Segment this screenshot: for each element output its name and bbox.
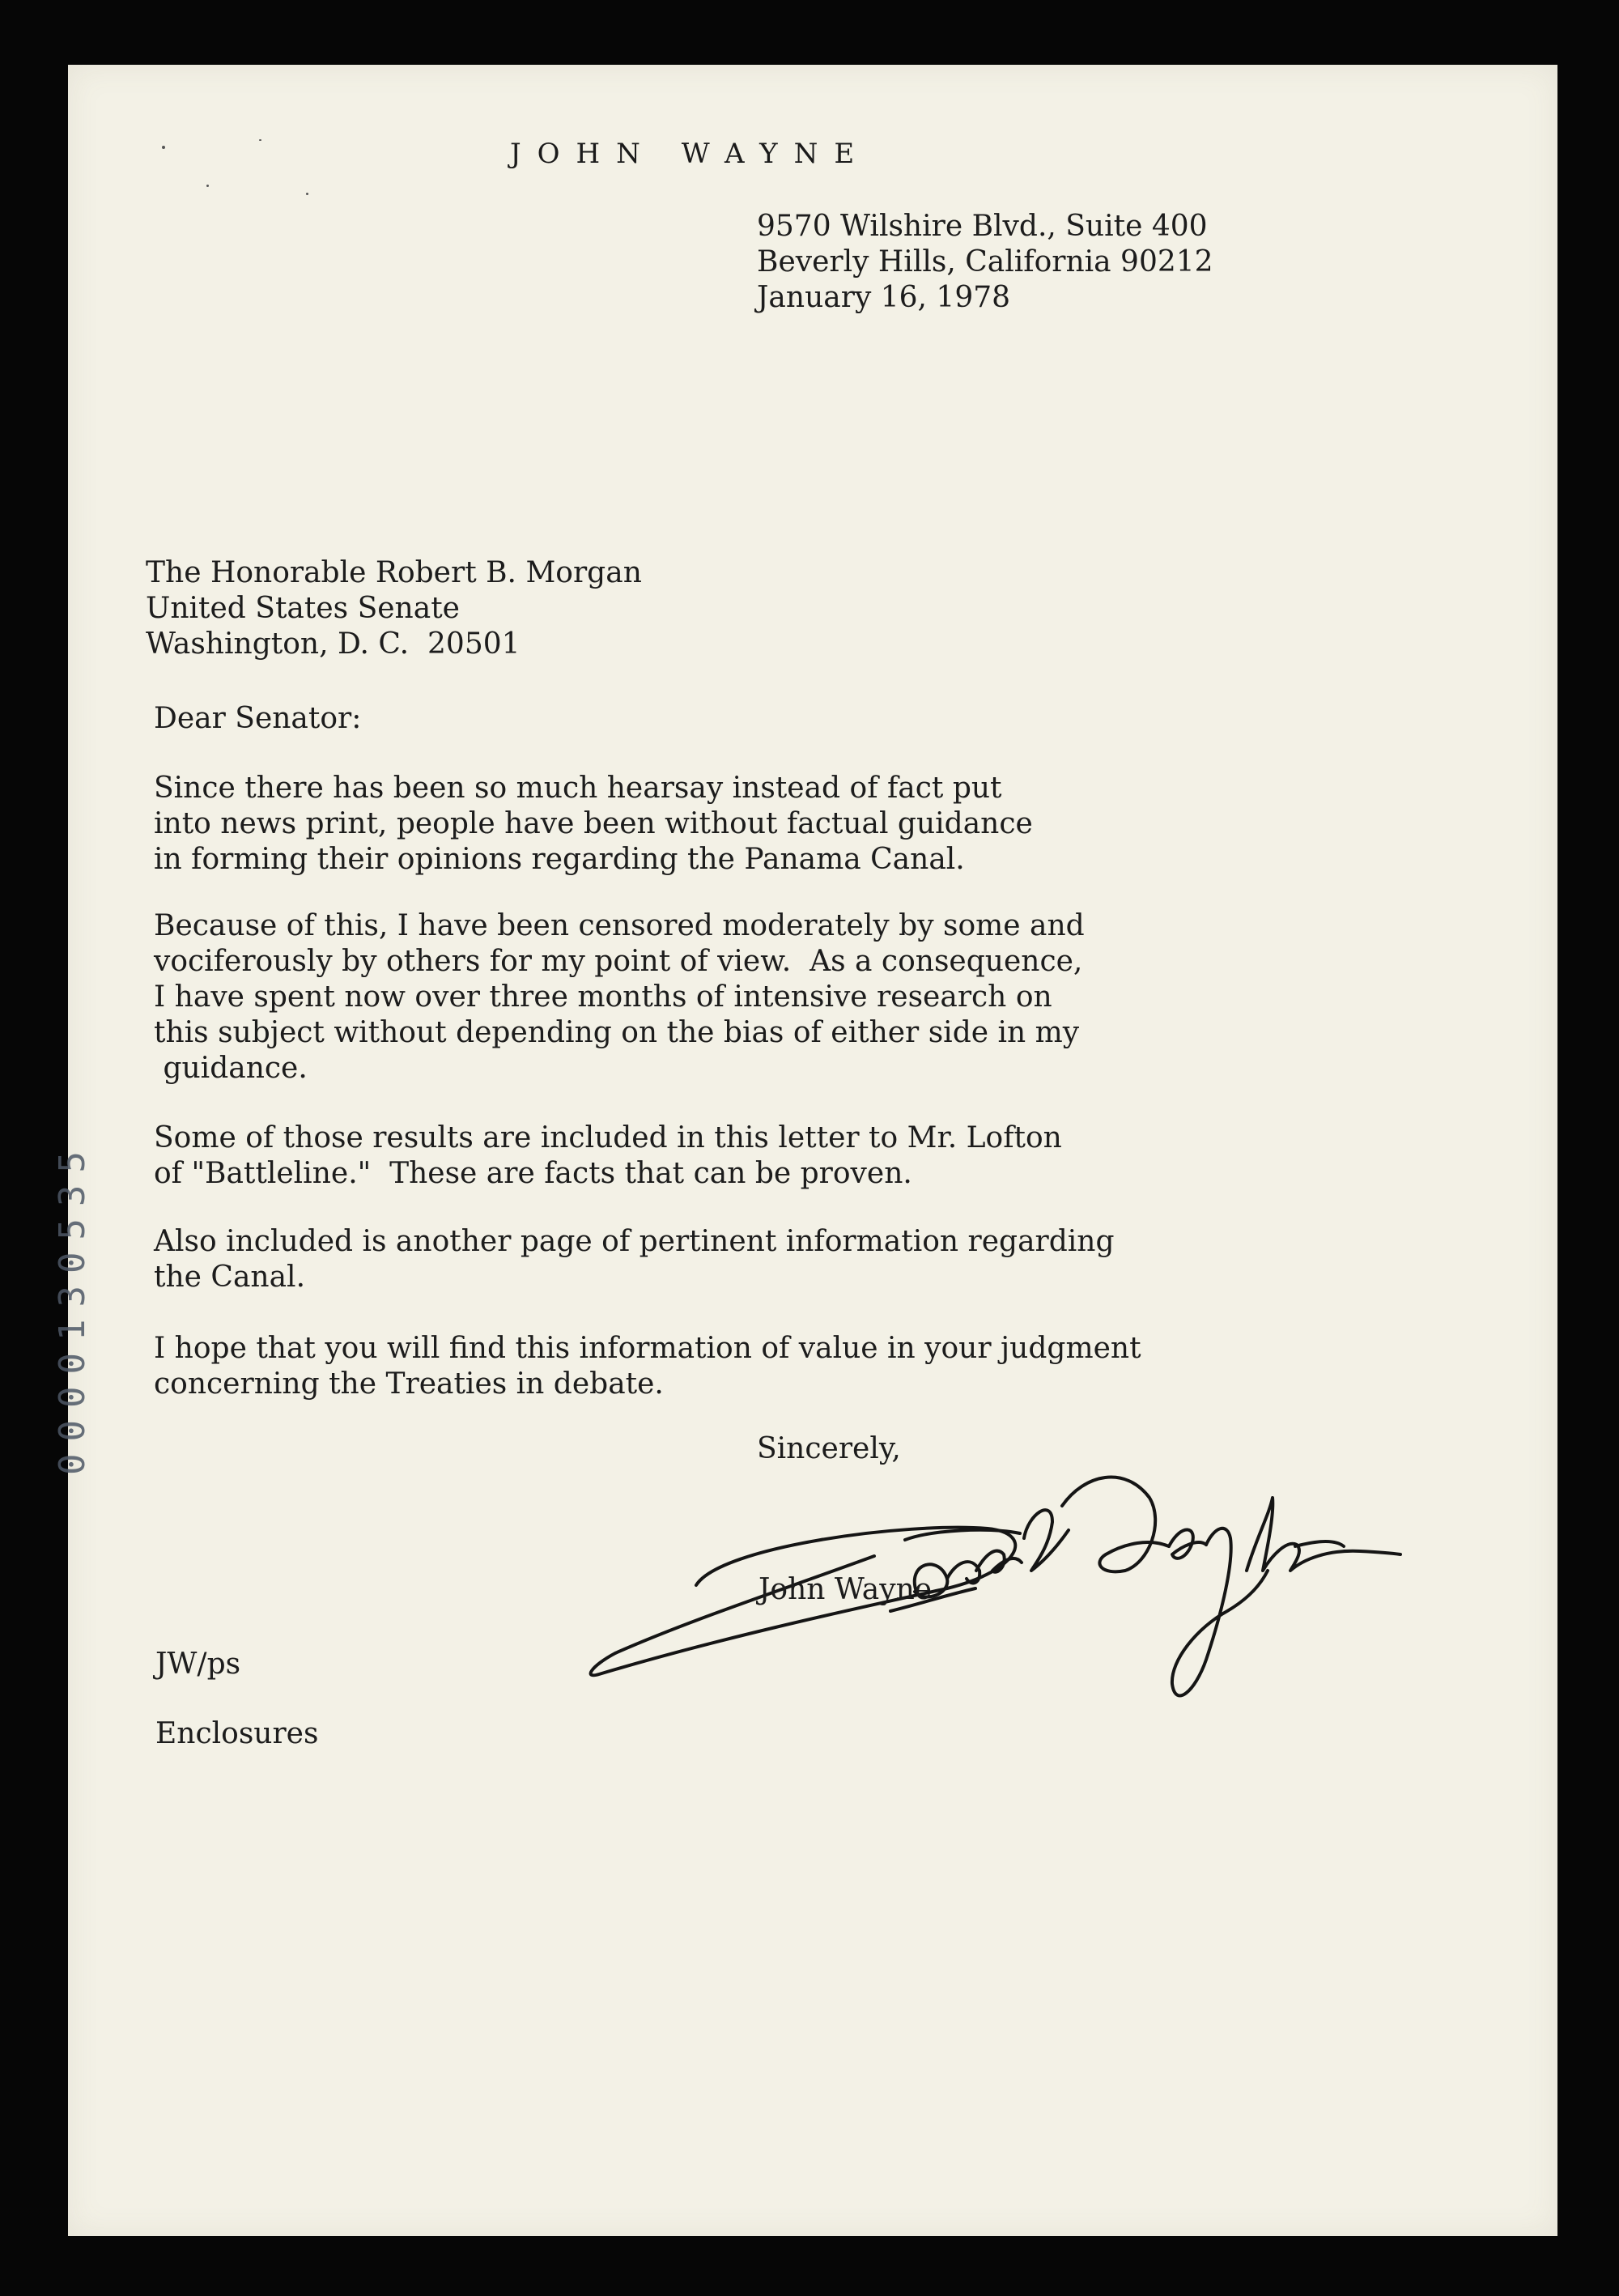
archive-number-stamp: 0000130535 (52, 1139, 93, 1475)
paragraph-line: this subject without depending on the bias of either side in my (154, 1016, 1080, 1049)
sender-address (757, 209, 1213, 316)
paragraph-line: Because of this, I have been censored moderately by some and (154, 909, 1085, 942)
paragraph-3 (154, 1120, 1062, 1192)
paragraph-line: I hope that you will find this information of value in your judgment (154, 1332, 1141, 1365)
paragraph-line: Since there has been so much hearsay instead of fact put (154, 772, 1002, 805)
paper-speck (206, 185, 209, 187)
recipient-office: United States Senate (146, 592, 460, 625)
paragraph-line: I have spent now over three months of intensive research on (154, 980, 1052, 1014)
recipient-city: Washington, D. C. 20501 (146, 627, 521, 661)
letter-date: January 16, 1978 (757, 281, 1011, 314)
paragraph-line: vociferously by others for my point of view. As a consequence, (154, 945, 1083, 978)
paragraph-line: in forming their opinions regarding the Panama Canal. (154, 843, 965, 876)
paragraph-line: of "Battleline." These are facts that can be proven. (154, 1157, 912, 1190)
recipient-name: The Honorable Robert B. Morgan (146, 556, 642, 589)
sender-city: Beverly Hills, California 90212 (757, 245, 1213, 278)
reference-initials: JW/ps (155, 1648, 241, 1681)
paragraph-line: Some of those results are included in this letter to Mr. Lofton (154, 1121, 1062, 1154)
sender-street: 9570 Wilshire Blvd., Suite 400 (757, 210, 1208, 243)
typed-signature-name: John Wayne (759, 1573, 933, 1606)
salutation: Dear Senator: (154, 702, 362, 735)
letterhead: JOHN WAYNE (510, 138, 871, 170)
recipient-address (146, 555, 642, 662)
paper-speck (162, 146, 165, 149)
paragraph-line: Also included is another page of pertinent information regarding (154, 1225, 1115, 1258)
paragraph-line: into news print, people have been without factual guidance (154, 807, 1033, 840)
paragraph-5 (154, 1331, 1141, 1402)
paper-speck (259, 139, 261, 141)
paragraph-line: concerning the Treaties in debate. (154, 1367, 664, 1401)
paragraph-1 (154, 771, 1033, 878)
paragraph-line: guidance. (154, 1052, 308, 1085)
closing: Sincerely, (757, 1432, 901, 1465)
handwritten-signature (567, 1449, 1409, 1757)
paragraph-2 (154, 908, 1085, 1086)
enclosures-note: Enclosures (155, 1717, 319, 1750)
paragraph-line: the Canal. (154, 1261, 306, 1294)
paper-speck (306, 193, 308, 195)
paragraph-4 (154, 1224, 1115, 1295)
